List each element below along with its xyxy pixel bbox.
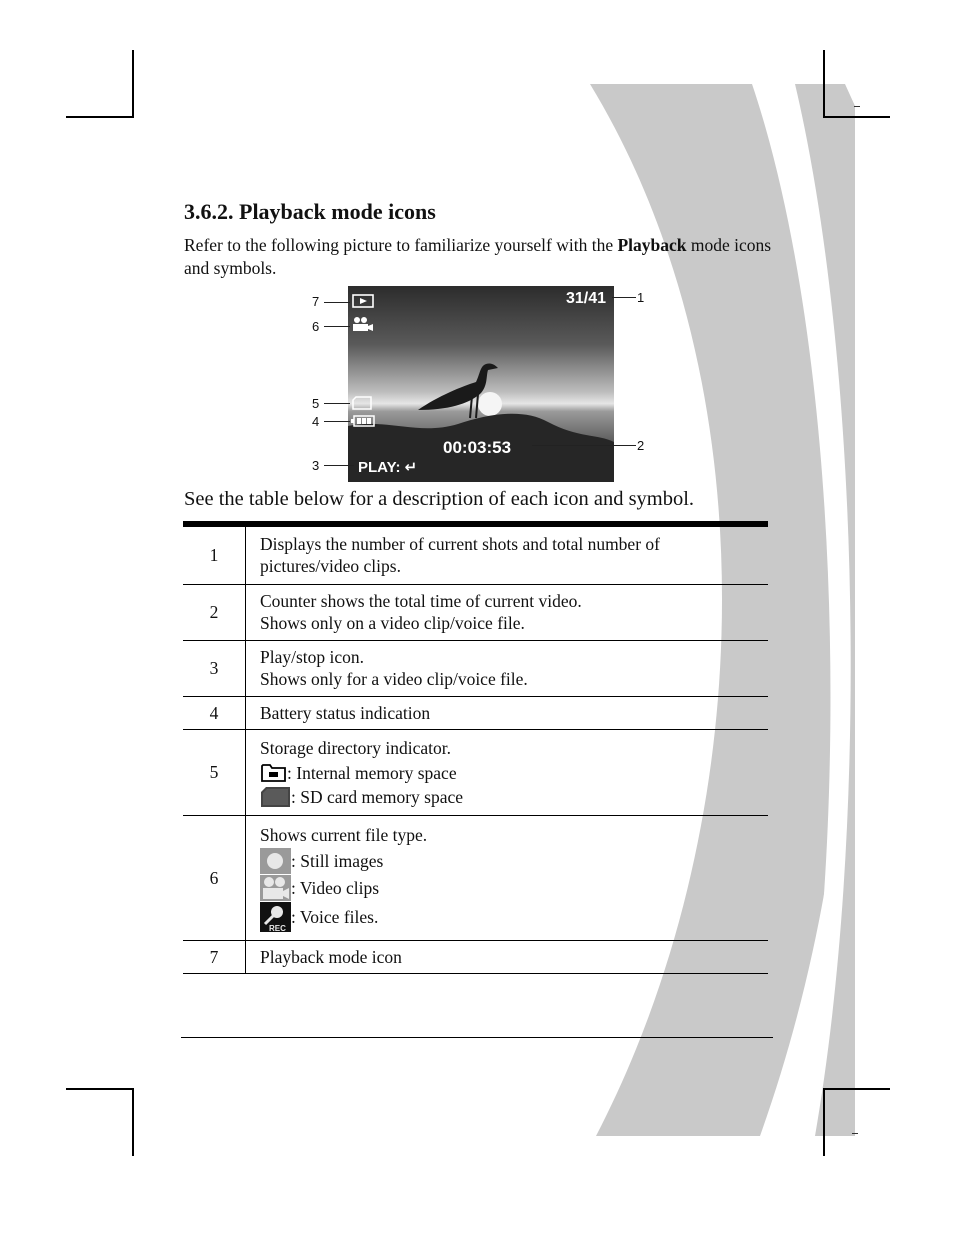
voice-file-icon [260, 902, 291, 932]
table-row: 2 Counter shows the total time of current video. Shows only on a video clip/voice file. [183, 584, 768, 640]
intro-paragraph: Refer to the following picture to familiarize yourself with the Playback mode icons and symbols. [184, 235, 772, 278]
table-row: 4 Battery status indication [183, 696, 768, 729]
registration-mark-bottom [852, 1133, 858, 1134]
playback-mode-icon [352, 294, 374, 308]
callout-7: 7 [312, 294, 320, 309]
crop-mark-bottom-left-v [132, 1088, 134, 1156]
table-row: 7 Playback mode icon [183, 940, 768, 973]
crop-mark-top-right-v [823, 50, 825, 118]
sd-card-icon [352, 396, 372, 410]
playback-screen-figure [300, 284, 660, 484]
table-row: 3 Play/stop icon. Shows only for a video clip/voice file. [183, 640, 768, 696]
enter-arrow-icon: ↵ [400, 459, 418, 476]
crop-mark-bottom-left-h [66, 1088, 134, 1090]
crop-mark-top-left-h [66, 116, 134, 118]
internal-memory-icon [260, 763, 287, 783]
table-row: 1 Displays the number of current shots and total number of pictures/video clips. [183, 527, 768, 584]
crop-mark-bottom-right-v [823, 1088, 825, 1156]
registration-mark-top [854, 106, 860, 107]
callout-2: 2 [637, 438, 645, 453]
callout-4: 4 [312, 414, 320, 429]
crop-mark-top-right-h [823, 116, 890, 118]
sd-card-icon [260, 786, 291, 808]
video-clip-icon [352, 316, 374, 332]
lcd-screen [348, 286, 614, 482]
table-row: 6 Shows current file type. : Still images : Video clips REC : Voice files. [183, 815, 768, 940]
video-clip-icon [260, 875, 291, 901]
footer-rule [181, 1037, 773, 1038]
playback-emphasis: Playback [617, 235, 687, 255]
callout-3: 3 [312, 458, 320, 473]
crop-mark-bottom-right-h [823, 1088, 890, 1090]
callout-5: 5 [312, 396, 320, 411]
shot-counter: 31/41 [566, 290, 607, 307]
crop-mark-top-left-v [132, 50, 134, 118]
callout-1: 1 [637, 290, 645, 305]
still-image-icon [260, 848, 291, 874]
play-label: PLAY: ↵ [358, 459, 418, 476]
battery-icon [351, 415, 375, 427]
icon-description-table [183, 527, 768, 974]
section-title: 3.6.2. Playback mode icons [184, 199, 436, 224]
table-intro: See the table below for a description of each icon and symbol. [184, 488, 695, 510]
video-time-counter: 00:03:53 [443, 438, 512, 457]
callout-6: 6 [312, 319, 320, 334]
table-row: 5 Storage directory indicator. : Internal memory space : SD card memory space [183, 729, 768, 815]
svg-text:REC: REC [269, 923, 286, 932]
